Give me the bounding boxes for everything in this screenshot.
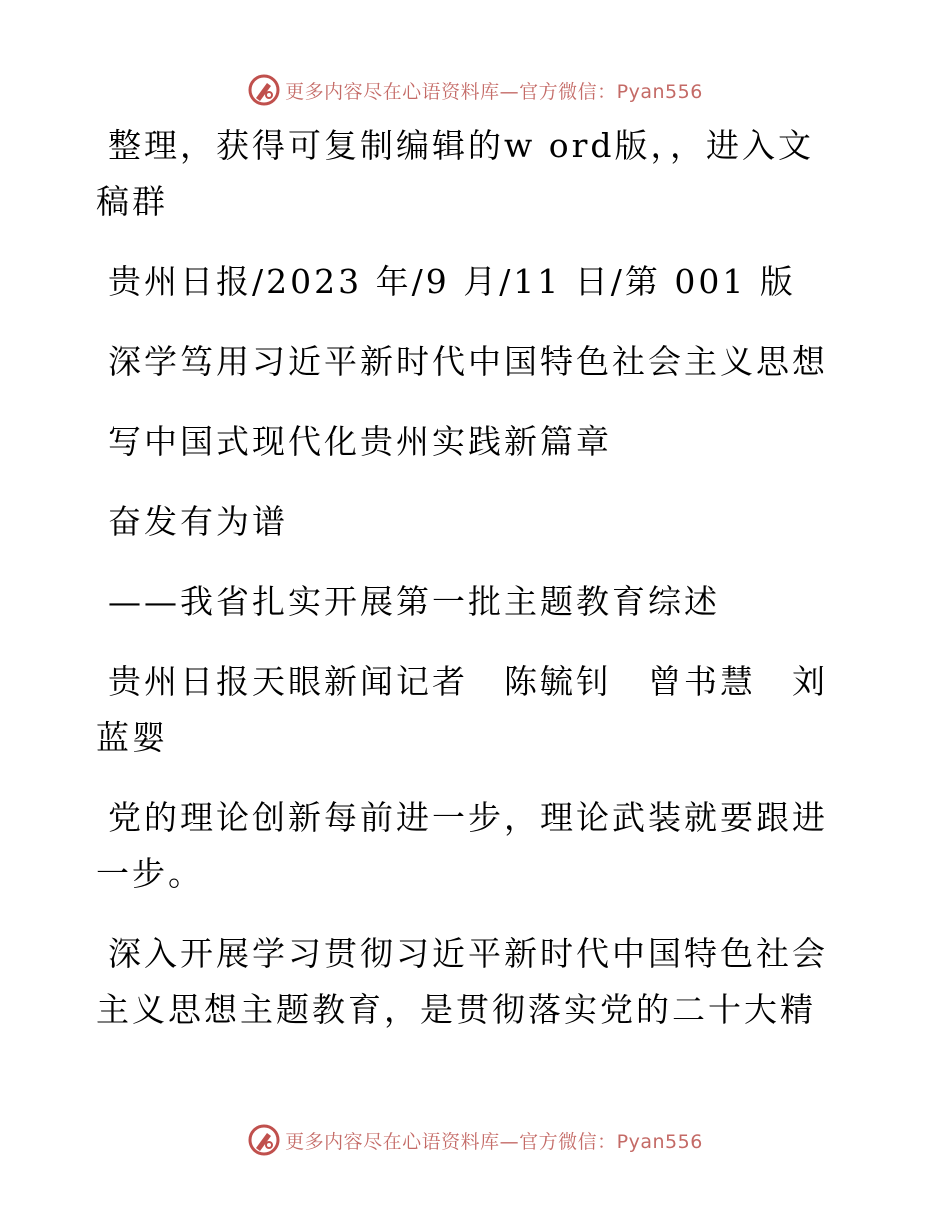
headline-line-1: 深学笃用习近平新时代中国特色社会主义思想 — [108, 342, 828, 381]
footer-watermark — [0, 1120, 950, 1160]
headline-line-2: 写中国式现代化贵州实践新篇章 — [108, 422, 612, 461]
body-paragraph: 党的理论创新每前进一步，理论武装就要跟进一步。 — [96, 798, 828, 893]
body-paragraph: 深入开展学习贯彻习近平新时代中国特色社会主义思想主题教育，是贯彻落实党的二十大精 — [96, 934, 828, 1029]
subtitle: ——我省扎实开展第一批主题教育综述 — [108, 582, 720, 621]
intro-note: 整理，获得可复制编辑的w ord版，，进入文稿群 — [96, 126, 815, 221]
document-body — [96, 118, 836, 1062]
watermark-text: 更多内容尽在心语资料库—官方微信：Pyan556 — [285, 80, 703, 103]
watermark-text: 更多内容尽在心语资料库—官方微信：Pyan556 — [285, 1130, 703, 1153]
pen-logo-icon — [247, 73, 281, 107]
headline-line-3: 奋发有为谱 — [108, 502, 288, 541]
source-line: 贵州日报/2023 年/9 月/11 日/第 001 版 — [108, 262, 796, 301]
byline: 贵州日报天眼新闻记者 陈毓钊 曾书慧 刘蓝婴 — [96, 662, 828, 757]
header-watermark — [0, 70, 950, 110]
pen-logo-icon — [247, 1123, 281, 1157]
